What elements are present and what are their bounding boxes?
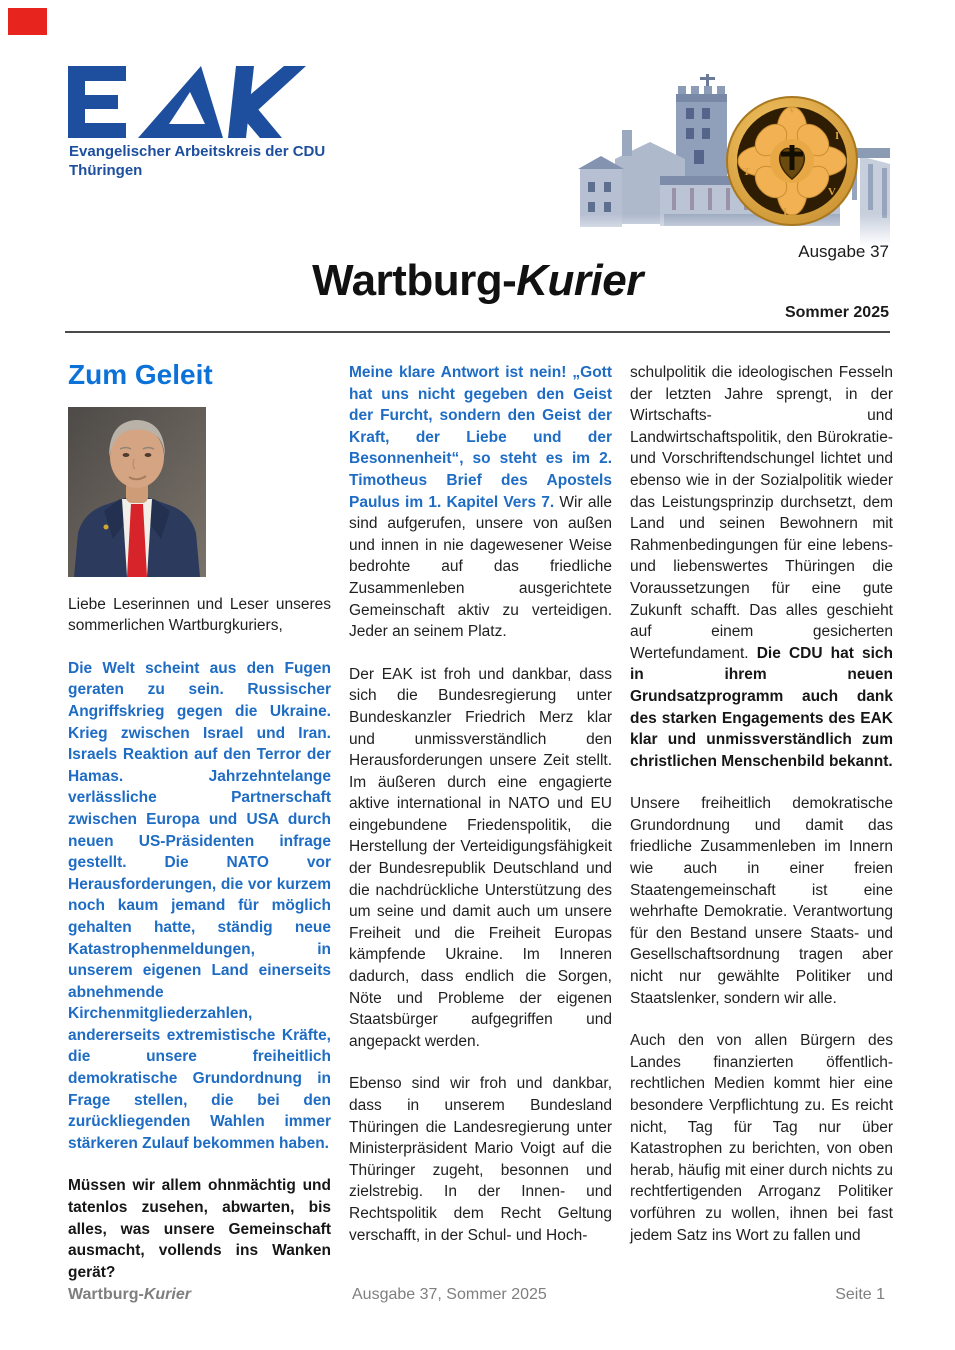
issue-number: Ausgabe 37 [798,242,889,261]
luther-rose-medallion-icon [725,95,859,227]
paragraph-state-government: Ebenso sind wir froh und dankbar, dass in unserem Bundesland Thüringen die Landesregierung unter Ministerpräsident Mario Voigt auf die Thüringer zugeht, besonnen und zielstrebig. In der Innen- und Rechtspolitik dem Recht Geltung verschafft, in der Schul- und Hoch- [349,1075,612,1244]
column-3 [630,362,893,1246]
paragraph-federal-government: Der EAK ist froh und dankbar, dass sich die Bundesregierung unter Bundeskanzler Friedrich Merz klar und unmissverständlich den Herausforderungen unsere Zeit stellt. Im äußeren durch eine engagierte aktive international in NATO und EU eingebundene Friedenspolitik, die Herstellung der Verteidigungsfähigkeit der Bundesrepublik Deutschland und die nachdrückliche Unterstützung des um seine und damit auch um unsere Freiheit und die Freiheit Europas kämpfende Ukraine. Im Inneren dadurch, dass endlich die Sorgen, Nöte und Probleme der eigenen Staatsbürger aufgegriffen und angepackt werden. [349,665,612,1050]
paragraph-answer [349,362,612,643]
paragraph-blue-lead: Die Welt scheint aus den Fugen geraten zu sein. Russischer Angriffskrieg gegen die Ukraine. Krieg zwischen Israel und Iran. Israels Reaktion auf den Terror der Hamas. Jahrzehntelange verlässliche Partnerschaft zwischen Europa und USA durch neuen US-Präsidenten infrage gestellt. Die NATO vor Herausforderungen, die vor kurzem noch kaum jemand für möglich gehalten hatte, ständig neue Katastrophenmeldungen, in unserem eigenen Land einerseits abnehmende Kirchenmitgliederzahlen, andererseits extremistische Kräfte, die unsere freiheitlich demokratische Grundordnung in Frage stellen, die bei den zurückliegenden Wahlen immer stärkeren Zulauf bekommen haben. [68,659,331,1152]
page-title-italic: Kurier [516,256,643,305]
paragraph-media: Auch den von allen Bürgern des Landes finanzierten öffentlich-rechtlichen Medien kommt hier eine besondere Verpflichtung zu. Es reicht nicht, Tag für Tag nur über Katastrophen zu berichten, von oben herab, häufig mit einer durch nichts zu rechtfertigenden Arroganz Politiker vorführen zu wollen, ihnen bei fast jedem Satz ins Wort zu fallen und [630,1032,893,1244]
eak-logo-subtitle-line1: Evangelischer Arbeitskreis der CDU [69,143,326,160]
annotation-marker [8,8,47,35]
svg-text:I: I [835,130,840,142]
bible-quote: Meine klare Antwort ist nein! „Gott hat uns nicht gegeben den Geist der Furcht, sondern den Geist der Kraft, der Liebe und der Besonnenheit“, so steht es im 2. Timotheus Brief des Apostels Paulus im 1. Kapitel Vers 7. [349,364,612,511]
footer-issue-info: Ausgabe 37, Sommer 2025 [352,1286,547,1303]
paragraph-policy [630,362,893,772]
article-heading: Zum Geleit [68,359,213,390]
paragraph-intro: Liebe Leserinnen und Leser unseres sommerlichen Wartburgkuriers, [68,595,331,635]
page-title-main: Wartburg- [312,256,517,305]
paragraph-answer-rest: Wir alle sind aufgerufen, unsere von außen und innen in nie dagewesener Weise bedrohte auf das friedliche Zusammenleben ausgerichtete Gemeinschaft aktiv zu verteidigen. Jeder an seinem Platz. [349,493,612,641]
footer-name-main: Wartburg- [68,1286,144,1303]
eak-logo-subtitle-line2: Thüringen [69,162,143,179]
footer-page-number: Seite 1 [835,1286,885,1303]
svg-text:I: I [783,206,788,218]
author-portrait-photo [68,407,206,577]
paragraph-policy-lead: schulpolitik die ideologischen Fesseln der letzten Jahre sprengt, in der Wirtschafts- und Landwirtschaftspolitik, den Bürokratie- und Vorschriftendschungel lichtet und ebenso wie in der Sozialpolitik wieder das Leistungsprinzip durchsetzt, dem Land und seinen Bewohnern mit Rahmenbedingungen für eine lebens- und liebenswertes Thüringen die Voraussetzungen für eine gute Zukunft schafft. Das alles geschieht auf einem gesicherten Wertefundament. [630,364,893,662]
svg-text:T: T [743,166,751,178]
column-2 [349,362,612,1246]
eak-logo-icon [68,66,306,140]
masthead-divider [65,331,890,333]
eak-logo [68,66,326,181]
column-1 [68,359,331,1283]
svg-text:V: V [788,104,796,116]
footer-name-italic: Kurier [143,1286,191,1303]
eak-logo-subtitle [69,142,325,180]
paragraph-democracy: Unsere freiheitlich demokratische Grundordnung und damit das friedliche Zusammenleben im Innern wie auch in einer freien Staatengemeinschaft ist eine wehrhafte Demokratie. Verantwortung für den Bestand unsere Staats- und Gesellschaftsordnung tragen aber nicht nur gewählte Politiker und Staatslenker, sondern wir alle. [630,795,893,1007]
svg-text:V: V [828,186,836,198]
paragraph-question: Müssen wir allem ohnmächtig und tatenlos zusehen, abwarten, bis alles, was unsere Gemeinschaft ausmacht, vollends ins Wanken gerät? [68,1177,331,1281]
cdu-statement-bold: Die CDU hat sich in ihrem neuen Grundsatzprogramm auch dank des starken Engagements des EAK klar und unmissverständlich zum christlichen Menschenbild bekannt. [630,644,893,770]
issue-date: Sommer 2025 [784,304,889,321]
page-title [0,256,955,306]
footer-publication-name [68,1286,191,1304]
